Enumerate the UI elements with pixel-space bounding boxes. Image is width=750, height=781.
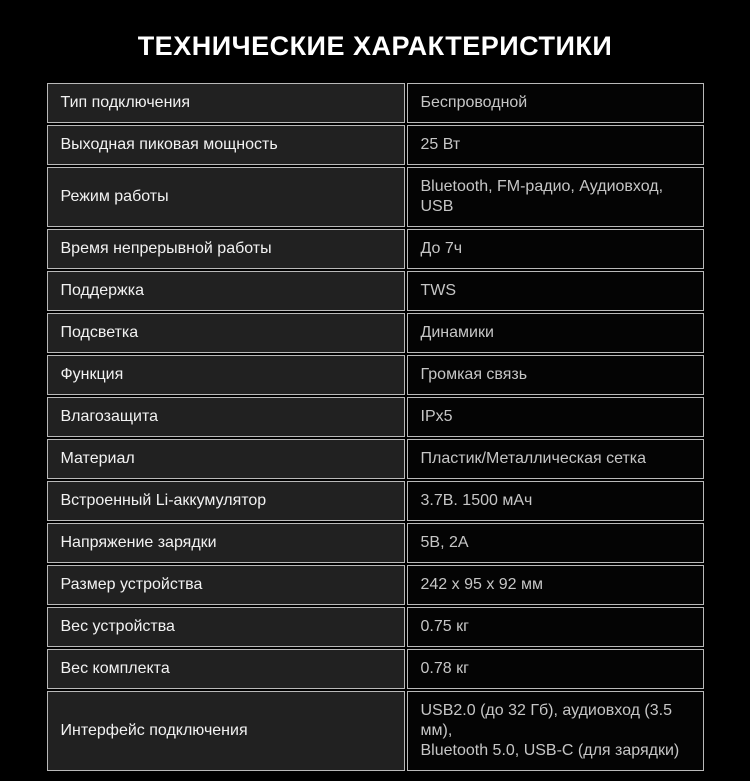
table-row: [47, 565, 704, 605]
spec-label: Время непрерывной работы: [47, 229, 405, 269]
spec-value: IPx5: [407, 397, 704, 437]
spec-label: Напряжение зарядки: [47, 523, 405, 563]
spec-label: Тип подключения: [47, 83, 405, 123]
table-row: [47, 355, 704, 395]
spec-table: [45, 81, 706, 773]
table-row: [47, 439, 704, 479]
spec-label: Вес комплекта: [47, 649, 405, 689]
spec-label: Влагозащита: [47, 397, 405, 437]
table-row: [47, 523, 704, 563]
table-row: [47, 649, 704, 689]
table-row: [47, 313, 704, 353]
table-row: [47, 271, 704, 311]
spec-label: Размер устройства: [47, 565, 405, 605]
spec-value: Громкая связь: [407, 355, 704, 395]
table-row: [47, 167, 704, 227]
page-title: ТЕХНИЧЕСКИЕ ХАРАКТЕРИСТИКИ: [137, 31, 613, 61]
table-row: [47, 691, 704, 771]
spec-label: Поддержка: [47, 271, 405, 311]
spec-value: 0.78 кг: [407, 649, 704, 689]
spec-value: 5В, 2А: [407, 523, 704, 563]
spec-label: Подсветка: [47, 313, 405, 353]
table-row: [47, 125, 704, 165]
spec-label: Материал: [47, 439, 405, 479]
spec-label: Выходная пиковая мощность: [47, 125, 405, 165]
spec-value: Динамики: [407, 313, 704, 353]
spec-label: Вес устройства: [47, 607, 405, 647]
spec-label: Встроенный Li-аккумулятор: [47, 481, 405, 521]
spec-value: 25 Вт: [407, 125, 704, 165]
spec-value: Беспроводной: [407, 83, 704, 123]
spec-value: 3.7В. 1500 мАч: [407, 481, 704, 521]
spec-label: Интерфейс подключения: [47, 691, 405, 771]
spec-label: Режим работы: [47, 167, 405, 227]
spec-value: До 7ч: [407, 229, 704, 269]
spec-value: USB2.0 (до 32 Гб), аудиовход (3.5 мм), Bluetooth 5.0, USB-C (для зарядки): [407, 691, 704, 771]
spec-value: 242 x 95 x 92 мм: [407, 565, 704, 605]
spec-value: Пластик/Металлическая сетка: [407, 439, 704, 479]
table-row: [47, 481, 704, 521]
table-row: [47, 83, 704, 123]
spec-value: Bluetooth, FM-радио, Аудиовход, USB: [407, 167, 704, 227]
table-row: [47, 229, 704, 269]
spec-sheet: [0, 31, 750, 781]
spec-value: 0.75 кг: [407, 607, 704, 647]
spec-value: TWS: [407, 271, 704, 311]
table-row: [47, 607, 704, 647]
spec-label: Функция: [47, 355, 405, 395]
table-row: [47, 397, 704, 437]
